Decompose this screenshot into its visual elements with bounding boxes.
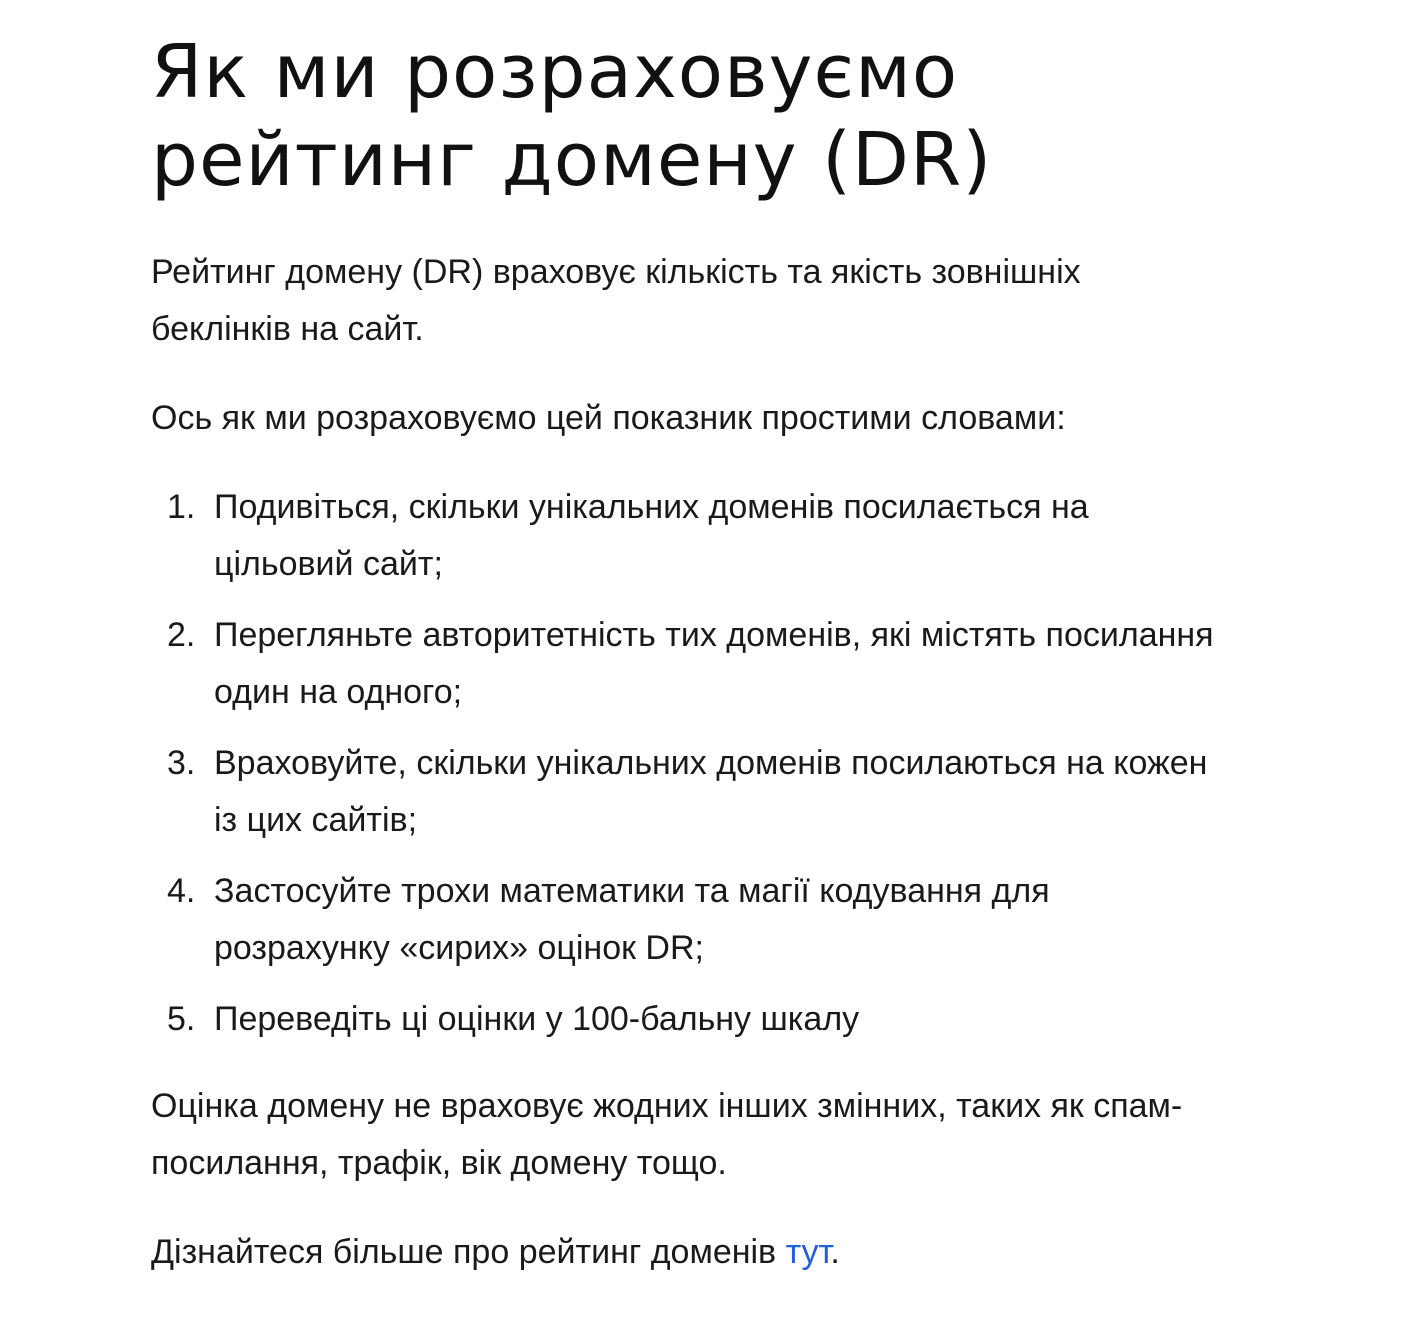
intro-line-1: Рейтинг домену (DR) враховує кількість та якість зовнішніх <box>151 253 1081 291</box>
note-line-1: Оцінка домену не враховує жодних інших змінних, таких як спам- <box>151 1087 1183 1125</box>
note-line-2: посилання, трафік, вік домену тощо. <box>151 1144 727 1182</box>
list-item-text-line-2: розрахунку «сирих» оцінок DR; <box>214 929 704 967</box>
list-item-number: 4. <box>167 872 196 910</box>
learn-more-suffix: . <box>830 1233 840 1271</box>
learn-more-text: Дізнайтеся більше про рейтинг доменів <box>151 1233 786 1271</box>
learn-more-paragraph <box>151 1224 1381 1281</box>
list-item <box>151 479 1381 593</box>
page-title <box>151 28 1381 204</box>
intro-paragraph <box>151 244 1381 358</box>
list-item <box>151 607 1381 721</box>
list-item-number: 5. <box>167 1000 196 1038</box>
page-title-line-2: рейтинг домену (DR) <box>151 117 993 203</box>
learn-more-link[interactable]: тут <box>785 1233 831 1271</box>
intro-line-2: беклінків на сайт. <box>151 310 424 348</box>
how-paragraph: Ось як ми розраховуємо цей показник простими словами: <box>151 399 1066 437</box>
list-item-text-line-1: Застосуйте трохи математики та магії кодування для <box>214 872 1050 910</box>
list-item-text-line-2: один на одного; <box>214 673 463 711</box>
list-item-text-line-2: із цих сайтів; <box>214 801 418 839</box>
list-item-number: 3. <box>167 744 196 782</box>
steps-list <box>151 479 1381 1048</box>
list-item-number: 1. <box>167 488 196 526</box>
list-item-text-line-2: цільовий сайт; <box>214 545 443 583</box>
list-item-text-line-1: Враховуйте, скільки унікальних доменів посилаються на кожен <box>214 744 1208 782</box>
list-item-text-line-1: Подивіться, скільки унікальних доменів посилається на <box>214 488 1089 526</box>
list-item <box>151 991 1381 1048</box>
list-item-text-line-1: Перегляньте авторитетність тих доменів, які містять посилання <box>214 616 1214 654</box>
list-item <box>151 863 1381 977</box>
list-item <box>151 735 1381 849</box>
article-content <box>151 28 1381 1281</box>
note-paragraph <box>151 1078 1381 1192</box>
list-item-text-line-1: Переведіть ці оцінки у 100-бальну шкалу <box>214 1000 860 1038</box>
page-title-line-1: Як ми розраховуємо <box>151 29 959 115</box>
list-item-number: 2. <box>167 616 196 654</box>
